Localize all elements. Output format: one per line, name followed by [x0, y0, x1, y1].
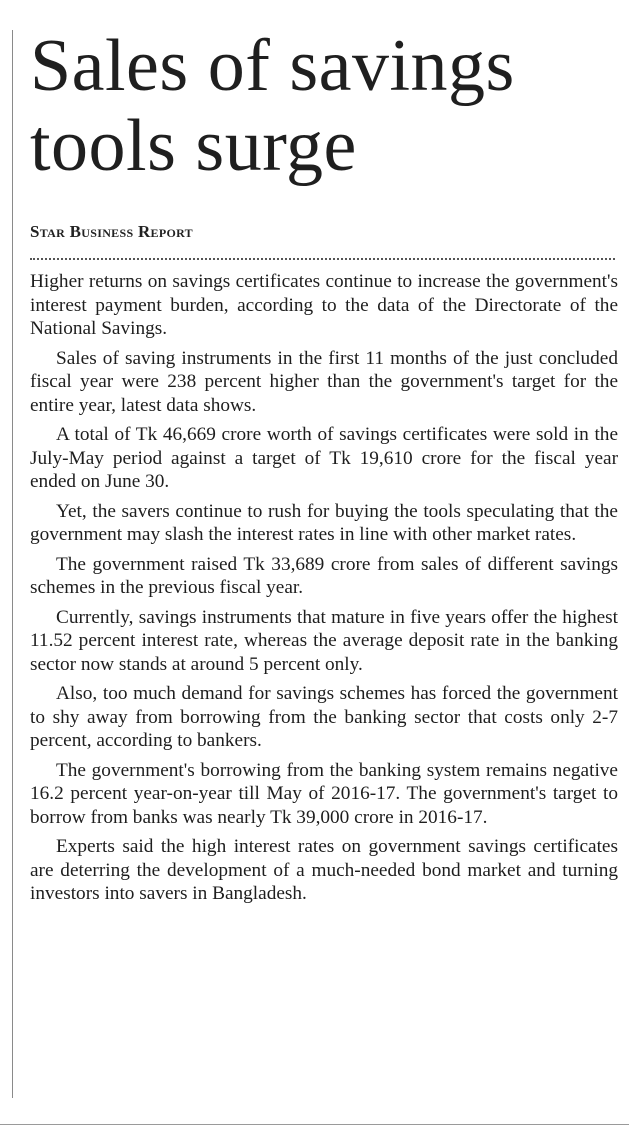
paragraph-5: The government raised Tk 33,689 crore from sales of different savings schemes in the previous fiscal year. [30, 553, 618, 598]
paragraph-8: The government's borrowing from the banking system remains negative 16.2 percent year-on-year till May of 2016-17. The government's target to borrow from banks was nearly Tk 39,000 crore in 2016-17. [30, 759, 618, 828]
bottom-rule [0, 1124, 629, 1125]
paragraph-6: Currently, savings instruments that mature in five years offer the highest 11.52 percent interest rate, whereas the average deposit rate in the banking sector now stands at around 5 percent only. [30, 606, 618, 675]
news-article [30, 26, 618, 912]
paragraph-1: Higher returns on savings certificates continue to increase the government's interest payment burden, according to the data of the Directorate of the National Savings. [30, 271, 618, 339]
paragraph-7: Also, too much demand for savings schemes has forced the government to shy away from borrowing from the banking sector that costs only 2-7 percent, according to bankers. [30, 683, 618, 751]
paragraph-3: A total of Tk 46,669 crore worth of savings certificates were sold in the July-May period against a target of Tk 19,610 crore for the fiscal year ended on June 30. [30, 424, 618, 492]
byline: Star Business Report [30, 222, 193, 241]
left-column-rule [12, 30, 13, 1098]
headline: Sales of savings tools surge [30, 25, 515, 187]
article-body [30, 270, 618, 906]
paragraph-4: Yet, the savers continue to rush for buying the tools speculating that the government may slash the interest rates in line with other market rates. [30, 500, 618, 545]
paragraph-9: Experts said the high interest rates on government savings certificates are deterring the development of a much-needed bond market and turning investors into savers in Bangladesh. [30, 836, 618, 904]
paragraph-2: Sales of saving instruments in the first 11 months of the just concluded fiscal year were 238 percent higher than the government's target for the entire year, latest data shows. [30, 347, 618, 416]
dotted-separator [30, 258, 615, 260]
